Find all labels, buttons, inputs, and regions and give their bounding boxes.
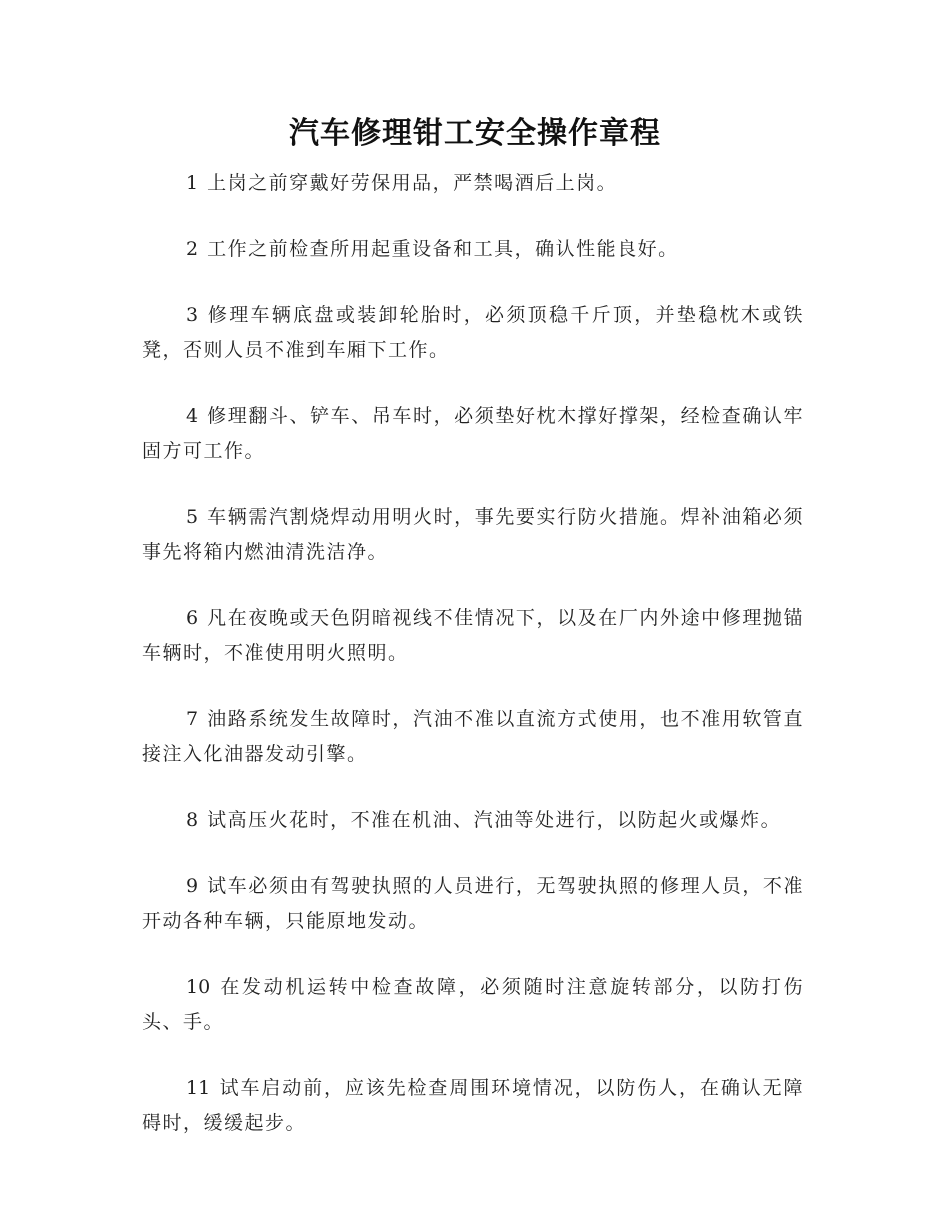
rule-item xyxy=(142,702,804,772)
rule-text: 试车启动前，应该先检查周围环境情况，以防伤人，在确认无障碍时，缓缓起步。 xyxy=(142,1077,804,1134)
rule-text: 在发动机运转中检查故障，必须随时注意旋转部分，以防打伤头、手。 xyxy=(142,976,804,1033)
rule-text: 车辆需汽割烧焊动用明火时，事先要实行防火措施。焊补油箱必须事先将箱内燃油清洗洁净。 xyxy=(142,506,804,563)
rule-item xyxy=(142,298,804,368)
rule-item xyxy=(142,166,804,201)
rule-item xyxy=(142,601,804,671)
rule-text: 修理车辆底盘或装卸轮胎时，必须顶稳千斤顶，并垫稳枕木或铁凳，否则人员不准到车厢下工作。 xyxy=(142,304,804,361)
rule-text: 上岗之前穿戴好劳保用品，严禁喝酒后上岗。 xyxy=(207,172,618,194)
rule-number: 1 xyxy=(186,172,199,194)
rule-number: 4 xyxy=(186,405,199,427)
rule-number: 8 xyxy=(186,809,199,831)
rule-item xyxy=(142,869,804,939)
rule-item xyxy=(142,1071,804,1141)
rule-text: 试高压火花时，不准在机油、汽油等处进行，以防起火或爆炸。 xyxy=(207,809,782,831)
rule-number: 5 xyxy=(186,506,199,528)
rule-text: 工作之前检查所用起重设备和工具，确认性能良好。 xyxy=(207,238,679,260)
rule-item xyxy=(142,970,804,1040)
rule-number: 2 xyxy=(186,238,199,260)
rule-number: 7 xyxy=(186,708,199,730)
rule-number: 11 xyxy=(186,1077,211,1099)
rules-list xyxy=(142,166,804,1172)
rule-number: 10 xyxy=(186,976,211,998)
rule-text: 试车必须由有驾驶执照的人员进行，无驾驶执照的修理人员，不准开动各种车辆，只能原地发动。 xyxy=(142,875,804,932)
rule-text: 凡在夜晚或天色阴暗视线不佳情况下，以及在厂内外途中修理抛锚车辆时，不准使用明火照明。 xyxy=(142,607,804,664)
rule-item xyxy=(142,399,804,469)
rule-text: 修理翻斗、铲车、吊车时，必须垫好枕木撑好撑架，经检查确认牢固方可工作。 xyxy=(142,405,804,462)
rule-item xyxy=(142,232,804,267)
rule-number: 6 xyxy=(186,607,199,629)
rule-text: 油路系统发生故障时，汽油不准以直流方式使用，也不准用软管直接注入化油器发动引擎。 xyxy=(142,708,804,765)
rule-number: 9 xyxy=(186,875,199,897)
rule-item xyxy=(142,803,804,838)
rule-item xyxy=(142,500,804,570)
document-title: 汽车修理钳工安全操作章程 xyxy=(289,116,661,151)
rule-number: 3 xyxy=(186,304,199,326)
